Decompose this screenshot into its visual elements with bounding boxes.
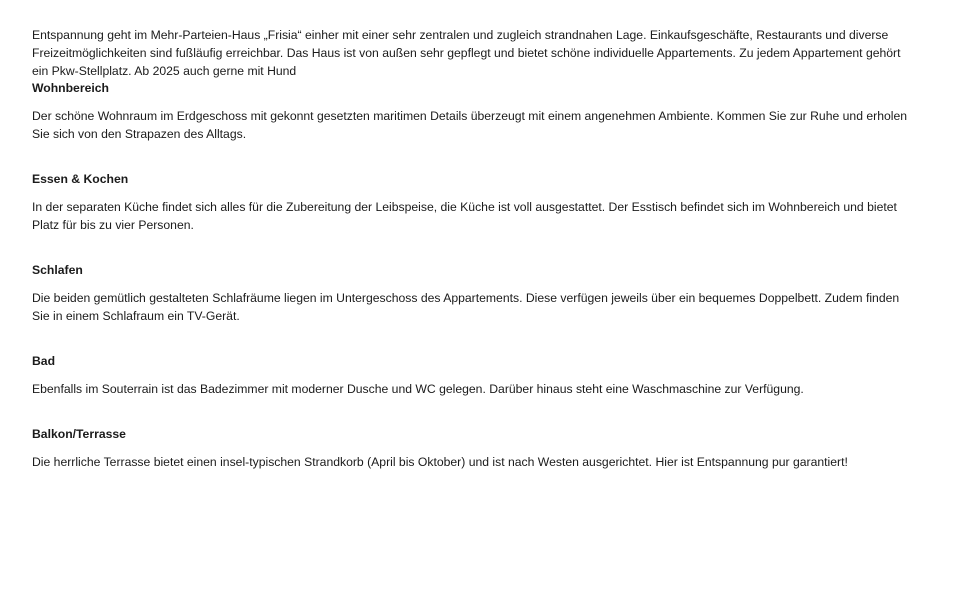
- section-heading: Schlafen: [32, 263, 83, 277]
- section-heading: Balkon/Terrasse: [32, 427, 126, 441]
- section-paragraph: Der schöne Wohnraum im Erdgeschoss mit gekonnt gesetzten maritimen Details überzeugt mit einem angenehmen Ambiente. Kommen Sie zur Ruhe und erholen Sie sich von den Strapazen des Alltags.: [32, 109, 908, 141]
- section-paragraph: In der separaten Küche findet sich alles für die Zubereitung der Leibspeise, die Küche ist voll ausgestattet. Der Esstisch befindet sich im Wohnbereich und bietet Platz für bis zu vier Personen.: [32, 200, 897, 232]
- section-balkon-terrasse: [32, 426, 912, 471]
- section-essen-kochen: [32, 171, 912, 234]
- section-schlafen: [32, 262, 912, 325]
- section-wohnbereich: [32, 80, 912, 143]
- section-heading: Bad: [32, 354, 56, 368]
- section-heading: Essen & Kochen: [32, 172, 129, 186]
- section-paragraph: Ebenfalls im Souterrain ist das Badezimmer mit moderner Dusche und WC gelegen. Darüber hinaus steht eine Waschmaschine zur Verfügung.: [32, 382, 804, 396]
- section-paragraph: Die beiden gemütlich gestalteten Schlafräume liegen im Untergeschoss des Appartements. Diese verfügen jeweils über ein bequemes Doppelbett. Zudem finden Sie in einem Schlafraum ein TV-Gerät.: [32, 291, 900, 323]
- document-body: [32, 26, 912, 499]
- section-bad: [32, 353, 912, 398]
- section-heading: Wohnbereich: [32, 81, 109, 95]
- intro-paragraph: Entspannung geht im Mehr-Parteien-Haus „Frisia“ einher mit einer sehr zentralen und zugleich strandnahen Lage. Einkaufsgeschäfte, Restaurants und diverse Freizeitmöglichkeiten sind fußläufig erreichbar. Das Haus ist von außen sehr gepflegt und bietet schöne individuelle Appartements. Zu jedem Appartement gehört ein Pkw-Stellplatz. Ab 2025 auch gerne mit Hund: [32, 28, 901, 78]
- section-paragraph: Die herrliche Terrasse bietet einen insel-typischen Strandkorb (April bis Oktober) und ist nach Westen ausgerichtet. Hier ist Entspannung pur garantiert!: [32, 455, 848, 469]
